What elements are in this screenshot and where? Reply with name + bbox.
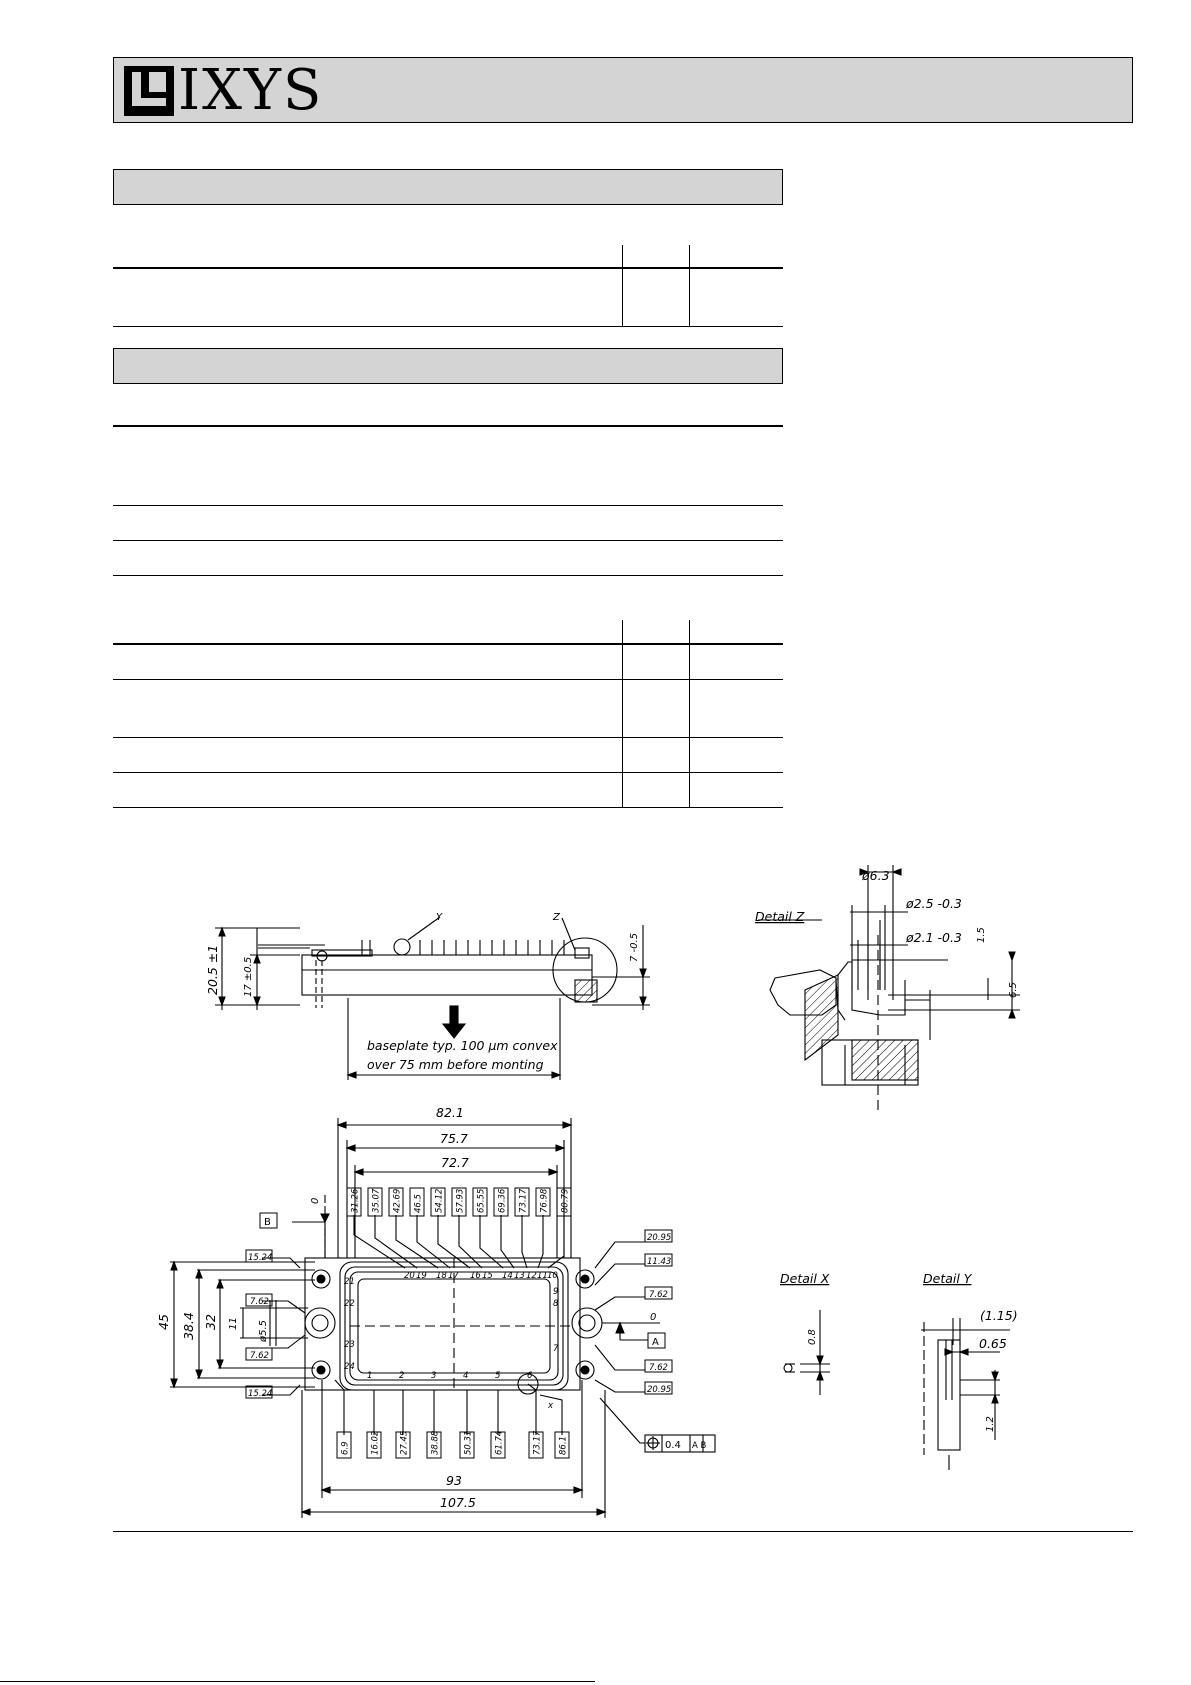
position-tolerance: 0.4	[665, 1440, 681, 1451]
top-pin-position-labels	[347, 1188, 571, 1216]
top-pin-position-3: 46.5	[413, 1194, 424, 1213]
label-z: Z	[553, 912, 560, 923]
left-pin-number-23: 23	[344, 1340, 355, 1350]
datum-b-label: B	[264, 1217, 271, 1228]
top-pin-position-4: 54.12	[434, 1188, 445, 1213]
top-pin-position-7: 69.36	[497, 1188, 508, 1213]
bottom-pin-number-5: 5	[495, 1371, 501, 1381]
top-pin-number-20: 20	[404, 1271, 415, 1281]
side-view	[215, 917, 650, 1080]
top-pin-position-5: 57.93	[455, 1188, 466, 1213]
dim-box-7-62-right-bottom: 7.62	[649, 1363, 668, 1373]
detail-z-height-1-5: 1.5	[976, 927, 987, 943]
detail-z-height-6-5: 6.5	[1008, 982, 1019, 998]
pin-number-labels	[344, 1271, 559, 1381]
datum-zero-right: 0	[650, 1312, 657, 1323]
dim-box-7-62-top: 7.62	[250, 1297, 269, 1307]
top-pin-number-16: 16	[470, 1271, 481, 1281]
datum-zero-top: 0	[310, 1197, 321, 1204]
dim-height-11: 11	[228, 1317, 239, 1330]
dim-box-20-95-bottom: 20.95	[647, 1385, 672, 1395]
bottom-pin-position-3: 38.88	[430, 1430, 441, 1455]
left-pin-number-21: 21	[344, 1277, 355, 1287]
top-pin-number-13: 13	[514, 1271, 525, 1281]
dim-width-75-7: 75.7	[440, 1131, 468, 1146]
detail-y-dim-1-15: (1.15)	[980, 1308, 1018, 1323]
bottom-pin-position-1: 16.02	[370, 1430, 381, 1455]
dim-box-7-62-right-top: 7.62	[649, 1290, 668, 1300]
bottom-pin-position-4: 50.31	[463, 1430, 474, 1455]
top-pin-position-8: 73.17	[518, 1188, 529, 1213]
dim-box-15-24-top: 15.24	[248, 1253, 273, 1263]
bottom-pin-position-0: 6.9	[340, 1441, 351, 1455]
dim-width-72-7: 72.7	[441, 1155, 469, 1170]
top-view	[170, 1118, 715, 1518]
dim-box-7-62-bottom: 7.62	[250, 1351, 269, 1361]
dim-pin-projection: 7 -0.5	[629, 932, 640, 962]
bottom-pin-number-6: 6	[527, 1371, 533, 1381]
detail-y-dim-1-2: 1.2	[985, 1416, 996, 1432]
right-pin-number-9: 9	[553, 1287, 559, 1297]
dim-height-total: 20.5 ±1	[205, 944, 220, 995]
bottom-pin-number-2: 2	[399, 1371, 405, 1381]
top-pin-number-19: 19	[416, 1271, 427, 1281]
left-pin-number-22: 22	[344, 1299, 355, 1309]
bottom-pin-position-5: 61.74	[494, 1430, 505, 1455]
dim-height-45: 45	[156, 1314, 171, 1330]
dim-box-11-43: 11.43	[647, 1257, 672, 1267]
convex-arrow-icon	[443, 1006, 465, 1038]
top-pin-number-11: 11	[537, 1271, 548, 1281]
detail-y-dim-0-65: 0.65	[979, 1336, 1007, 1351]
detail-z-dia-6-3: ø6.3	[862, 868, 890, 883]
side-pins	[362, 940, 564, 955]
top-pin-number-12: 12	[526, 1271, 537, 1281]
detail-z-drawing	[758, 865, 1020, 1110]
dim-height-body: 17 ±0.5	[243, 956, 254, 997]
detail-x-title: Detail X	[780, 1271, 830, 1286]
dim-height-38-4: 38.4	[181, 1312, 196, 1340]
dim-width-82-1: 82.1	[436, 1105, 464, 1120]
dim-height-32: 32	[203, 1314, 218, 1330]
detail-x-dim-0-8: 0.8	[807, 1329, 818, 1345]
bottom-pin-position-2: 27.45	[399, 1430, 410, 1455]
left-pin-number-24: 24	[344, 1362, 355, 1372]
detail-x-drawing	[784, 1310, 830, 1395]
top-pin-number-14: 14	[502, 1271, 513, 1281]
position-tolerance-refs: A B	[692, 1441, 707, 1451]
dim-box-20-95-top: 20.95	[647, 1233, 672, 1243]
top-pin-position-10: 80.79	[560, 1188, 571, 1213]
detail-y-title: Detail Y	[923, 1271, 972, 1286]
top-pin-position-0: 31.26	[350, 1188, 361, 1213]
dim-width-93: 93	[446, 1473, 462, 1488]
logo-text: IXYS	[178, 58, 324, 123]
bottom-pin-number-1: 1	[367, 1371, 373, 1381]
baseplate-note-line1: baseplate typ. 100 µm convex	[367, 1038, 558, 1053]
bottom-pin-position-labels	[337, 1430, 569, 1458]
top-pin-position-1: 35.07	[371, 1188, 382, 1213]
bottom-pin-number-4: 4	[463, 1371, 469, 1381]
detail-z-dia-2-1: ø2.1 -0.3	[906, 930, 962, 945]
right-pin-number-7: 7	[553, 1344, 559, 1354]
detail-z-dia-2-5: ø2.5 -0.3	[906, 896, 962, 911]
baseplate-note-line2: over 75 mm before monting	[367, 1057, 544, 1072]
top-pin-position-9: 76.98	[539, 1188, 550, 1213]
top-pin-number-10: 10	[547, 1271, 558, 1281]
bottom-pin-position-7: 86.1	[558, 1436, 569, 1455]
right-pin-number-8: 8	[553, 1299, 559, 1309]
dim-width-107-5: 107.5	[440, 1495, 476, 1510]
top-pin-number-18: 18	[436, 1271, 447, 1281]
datum-a-label: A	[652, 1337, 659, 1348]
top-pin-number-15: 15	[482, 1271, 493, 1281]
bottom-pin-number-3: 3	[431, 1371, 437, 1381]
bottom-pin-position-6: 73.17	[532, 1430, 543, 1455]
dim-hole-diameter: ø5.5	[258, 1319, 269, 1342]
label-y: Y	[436, 912, 443, 923]
top-pin-position-2: 42.69	[392, 1188, 403, 1213]
dim-box-15-24-bottom: 15.24	[248, 1389, 273, 1399]
top-pin-position-6: 65.55	[476, 1188, 487, 1213]
label-x: x	[548, 1401, 554, 1411]
detail-z-title: Detail Z	[755, 909, 805, 924]
top-pin-number-17: 17	[448, 1271, 459, 1281]
